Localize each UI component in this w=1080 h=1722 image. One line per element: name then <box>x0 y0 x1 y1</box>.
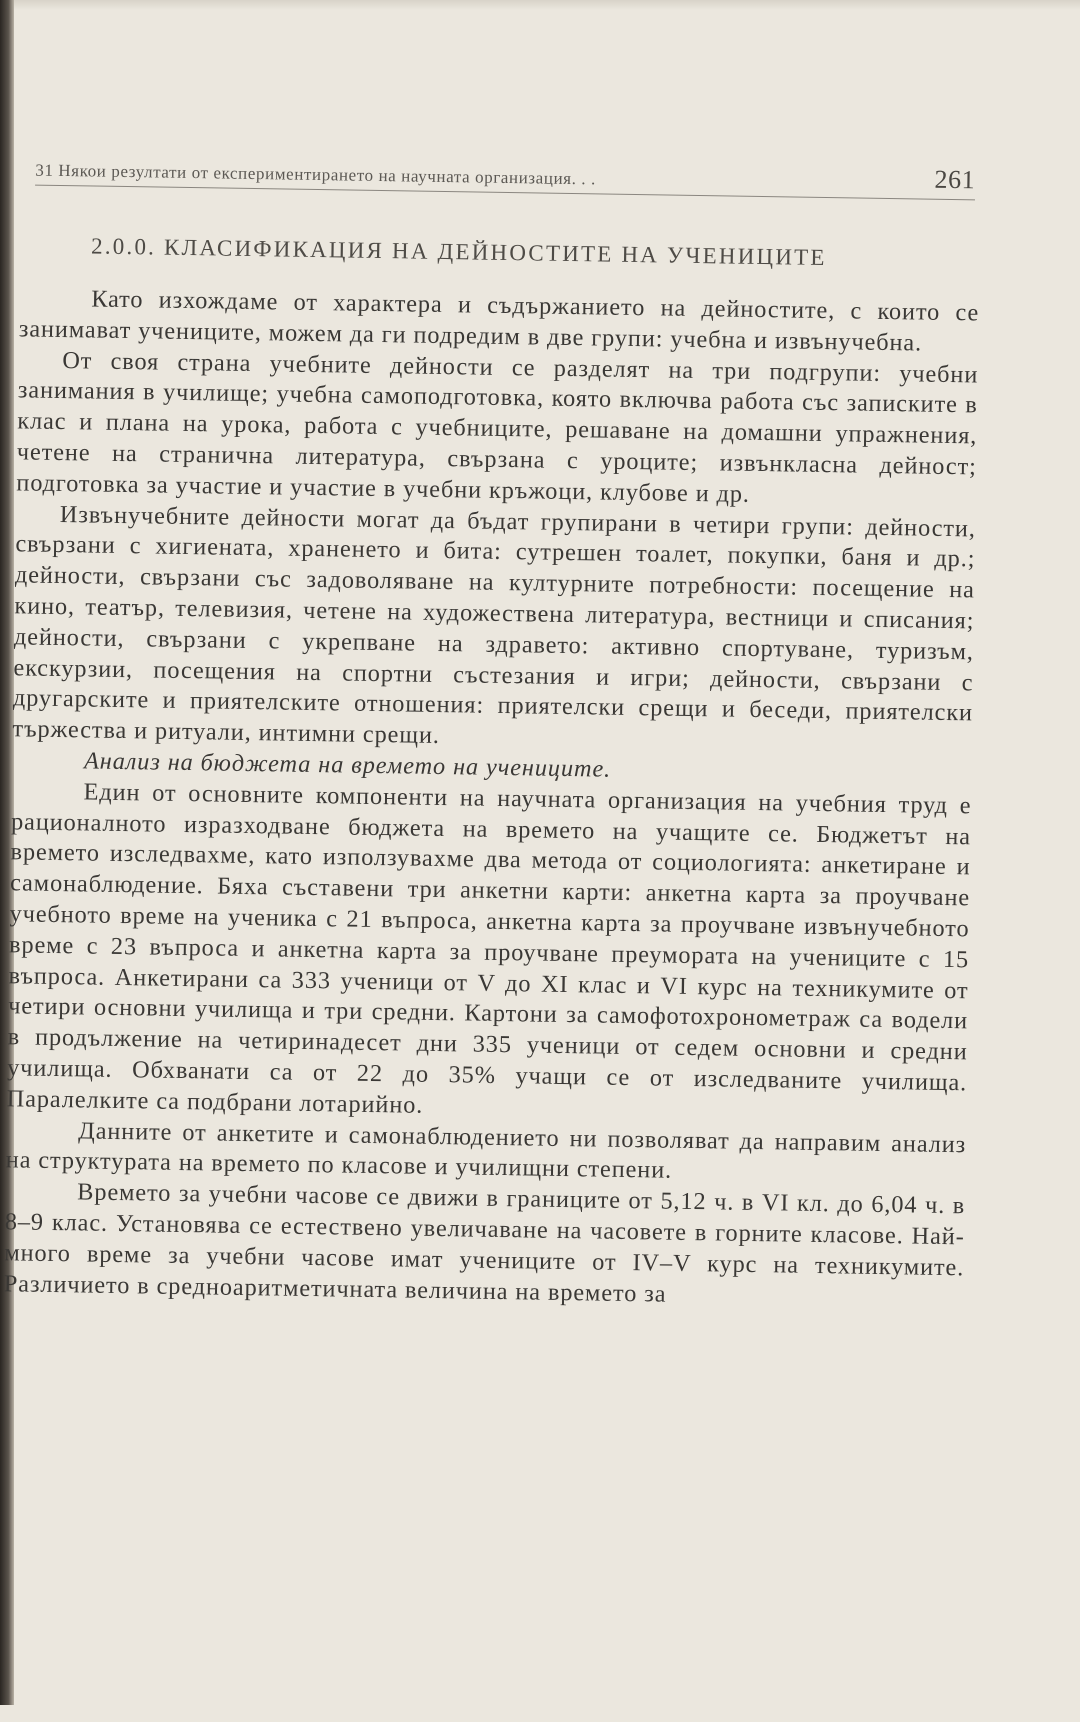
paragraph-data-analysis: Данните от анкетите и самонаблюдението ни позволяват да направим анализ на структурата на времето по класове и училищни степени. <box>5 1116 967 1185</box>
paragraph-extracurricular: Извънучебните дейности могат да бъдат групирани в четири групи: дейности, свързани с хигиената, храненето и бита: сутрешен тоалет, покупки, баня и др.; дейности, свързани със задоволяване на културните потребности: посещение на кино, театър, телевизия, четене на художествена литература, вестници и списания; дейности, свързани с укрепване на здравето: активно спортуване, туризъм, екскурзии, посещения на спортни състезания и игри; дейности, свързани с другарските и приятелските отношения: приятелски срещи и беседи, приятелски тържества и ритуали, интимни срещи. <box>12 500 977 750</box>
page-number: 261 <box>934 164 976 195</box>
running-header <box>35 151 975 201</box>
paragraph-intro: Като изхождаме от характера и съдържанието на дейностите, с които се занимават учениците, можем да ги подредим в две групи: учебна и извънучебна. <box>18 285 980 357</box>
section-title: 2.0.0. КЛАСИФИКАЦИЯ НА ДЕЙНОСТИТЕ НА УЧЕНИЦИТЕ <box>90 233 827 271</box>
subheading-time-budget: Анализ на бюджета на времето на учениците. <box>83 747 612 783</box>
running-title: 31 Някои резултати от експериментирането на научната организация. . . <box>35 160 597 189</box>
paragraph-learning-activities: От своя страна учебните дейности се разделят на три подгрупи: учебни занимания в училище; учебна самоподготовка, която включва работа със записките в клас и плана на урока, работа с учебниците, решаване на домашни упражнения, четене на странична литература, свързана с уроците; извънкласна дейност; подготовка за участие и участие в учебни кръжоци, клубове и др. <box>16 346 979 508</box>
paragraph-time-budget: Един от основните компоненти на научната организация на учебния труд е рационалното изразходване бюджета на времето на учащите се. Бюджетът на времето изследвахме, като използувахме два метода от социологията: анкетиране и самонаблюдение. Бяха съставени три анкетни карти: анкетна карта за проучване учебното време на ученика с 21 въпроса, анкетна карта за проучване извънучебното време с 23 въпроса и анкетна карта за проучване преумората на учениците с 15 въпроса. Анкетирани са 333 ученици от V до XI клас и VI курс на техникумите от четири основни училища и три средни. Картони за самофотохронометраж са водели в продължение на четиринадесет дни 335 ученици от седем основни и средни училища. Обхванати са от 22 до 35% учащи се от изследваните училища. Паралелките са подбрани лотарийно. <box>6 778 972 1119</box>
paragraph-class-hours: Времето за учебни часове се движи в границите от 5,12 ч. в VI кл. до 6,04 ч. в 8–9 клас. Установява се естествено увеличаване на часовете в горните класове. Най-много време за учебни часове имат учениците от IV–V курс на техникумите. Различието в средноаритметичната величина на времето за <box>3 1178 966 1308</box>
body-text <box>4 283 980 1314</box>
